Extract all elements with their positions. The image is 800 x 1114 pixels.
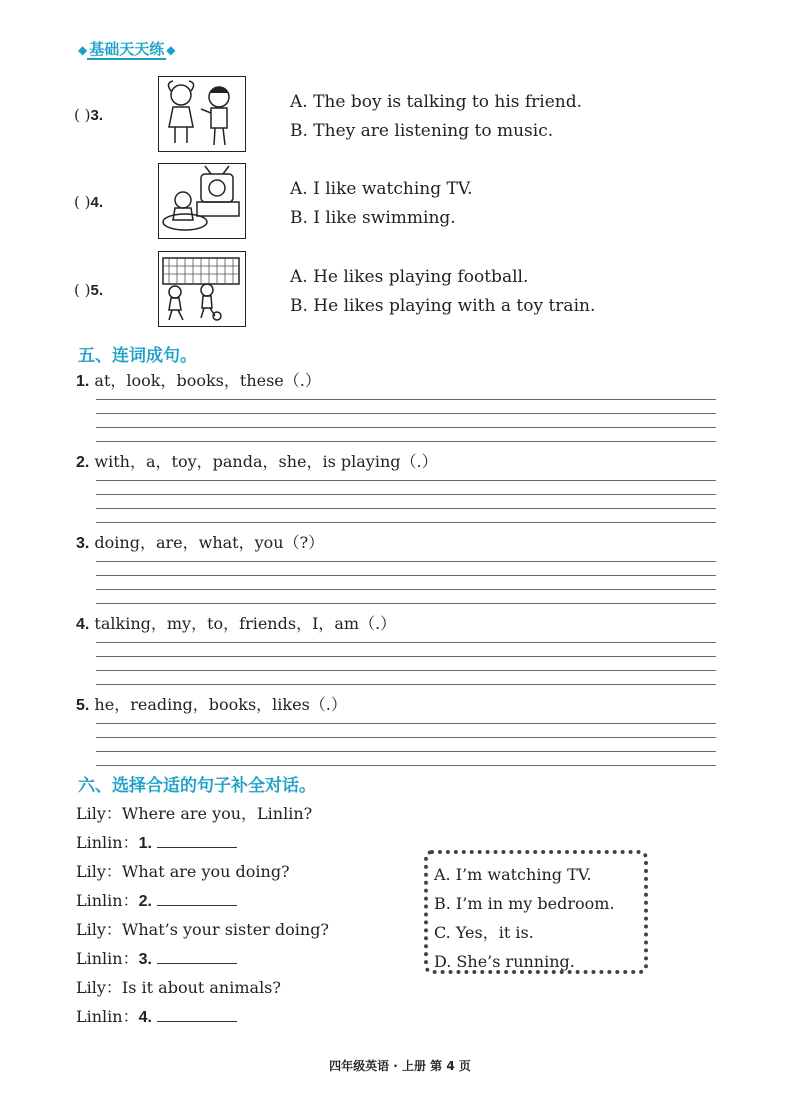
page-footer: 四年级英语 · 上册 第 4 页 xyxy=(329,1059,471,1073)
answer-paren[interactable]: ( ) xyxy=(74,193,91,211)
question-3 xyxy=(74,76,754,156)
dialog-line xyxy=(76,830,237,853)
item-number: 3. xyxy=(76,535,90,552)
choice-box xyxy=(424,850,648,974)
dialog-line xyxy=(76,888,237,911)
choice-d: D. She’s running. xyxy=(434,952,575,971)
answer-blank[interactable] xyxy=(157,949,237,964)
answer-blank[interactable] xyxy=(157,1007,237,1022)
question-number: 5. xyxy=(90,282,103,299)
dialog-text: What’s your sister doing? xyxy=(121,920,330,939)
item-number: 5. xyxy=(76,697,90,714)
answer-blank[interactable] xyxy=(157,833,237,848)
section-6-title: 六、选择合适的句子补全对话。 xyxy=(78,776,316,796)
speaker: Linlin： xyxy=(76,949,139,968)
blank-number: 1. xyxy=(138,835,152,852)
choice-c: C. Yes，it is. xyxy=(434,923,534,942)
question-5 xyxy=(74,251,754,331)
sentence-item xyxy=(76,368,716,441)
dialog-line xyxy=(76,859,290,882)
choice-b: B. I’m in my bedroom. xyxy=(434,894,615,913)
question-number: 3. xyxy=(90,107,103,124)
speaker: Linlin： xyxy=(76,833,139,852)
dialog-line xyxy=(76,1004,237,1027)
writing-lines[interactable] xyxy=(96,559,716,603)
blank-number: 3. xyxy=(138,951,152,968)
answer-paren[interactable]: ( ) xyxy=(74,106,91,124)
word-list: at，look，books，these（.） xyxy=(89,371,321,390)
picture-child-watching-tv xyxy=(158,163,246,239)
word-list: doing，are，what，you（?） xyxy=(89,533,325,552)
sentence-item xyxy=(76,692,716,765)
speaker: Linlin： xyxy=(76,891,139,910)
writing-lines[interactable] xyxy=(96,397,716,441)
writing-lines[interactable] xyxy=(96,478,716,522)
question-4 xyxy=(74,163,754,243)
speaker: Lily： xyxy=(76,920,122,939)
option-b: B. He likes playing with a toy train. xyxy=(290,296,596,316)
option-b: B. They are listening to music. xyxy=(290,121,554,141)
word-list: talking，my，to，friends，I，am（.） xyxy=(89,614,397,633)
dialog-line xyxy=(76,801,312,824)
item-number: 2. xyxy=(76,454,90,471)
picture-girl-boy-talking xyxy=(158,76,246,152)
dialog-text: Where are you，Linlin? xyxy=(121,804,313,823)
answer-paren[interactable]: ( ) xyxy=(74,281,91,299)
speaker: Lily： xyxy=(76,862,122,881)
option-b: B. I like swimming. xyxy=(290,208,456,228)
sentence-item xyxy=(76,530,716,603)
speaker: Lily： xyxy=(76,804,122,823)
diamond-icon: ◆ xyxy=(166,43,176,57)
item-number: 4. xyxy=(76,616,90,633)
blank-number: 4. xyxy=(138,1009,152,1026)
dialog-line xyxy=(76,975,281,998)
word-list: he，reading，books，likes（.） xyxy=(89,695,347,714)
option-a: A. He likes playing football. xyxy=(290,267,529,287)
option-a: A. I like watching TV. xyxy=(290,179,473,199)
dialog-text: What are you doing? xyxy=(121,862,290,881)
choice-a: A. I’m watching TV. xyxy=(434,865,592,884)
option-a: A. The boy is talking to his friend. xyxy=(290,92,583,112)
speaker: Linlin： xyxy=(76,1007,139,1026)
blank-number: 2. xyxy=(138,893,152,910)
sentence-item xyxy=(76,611,716,684)
item-number: 1. xyxy=(76,373,90,390)
section-5-title: 五、连词成句。 xyxy=(78,346,197,366)
answer-blank[interactable] xyxy=(157,891,237,906)
writing-lines[interactable] xyxy=(96,721,716,765)
picture-boys-playing-football xyxy=(158,251,246,327)
writing-lines[interactable] xyxy=(96,640,716,684)
word-list: with，a，toy，panda，she，is playing（.） xyxy=(89,452,438,471)
diamond-icon: ◆ xyxy=(78,43,88,57)
speaker: Lily： xyxy=(76,978,122,997)
sentence-item xyxy=(76,449,716,522)
dialog-text: Is it about animals? xyxy=(121,978,281,997)
page-header xyxy=(78,38,175,59)
question-number: 4. xyxy=(90,194,103,211)
dialog-line xyxy=(76,946,237,969)
header-title: 基础天天练 xyxy=(89,40,165,58)
dialog-line xyxy=(76,917,329,940)
